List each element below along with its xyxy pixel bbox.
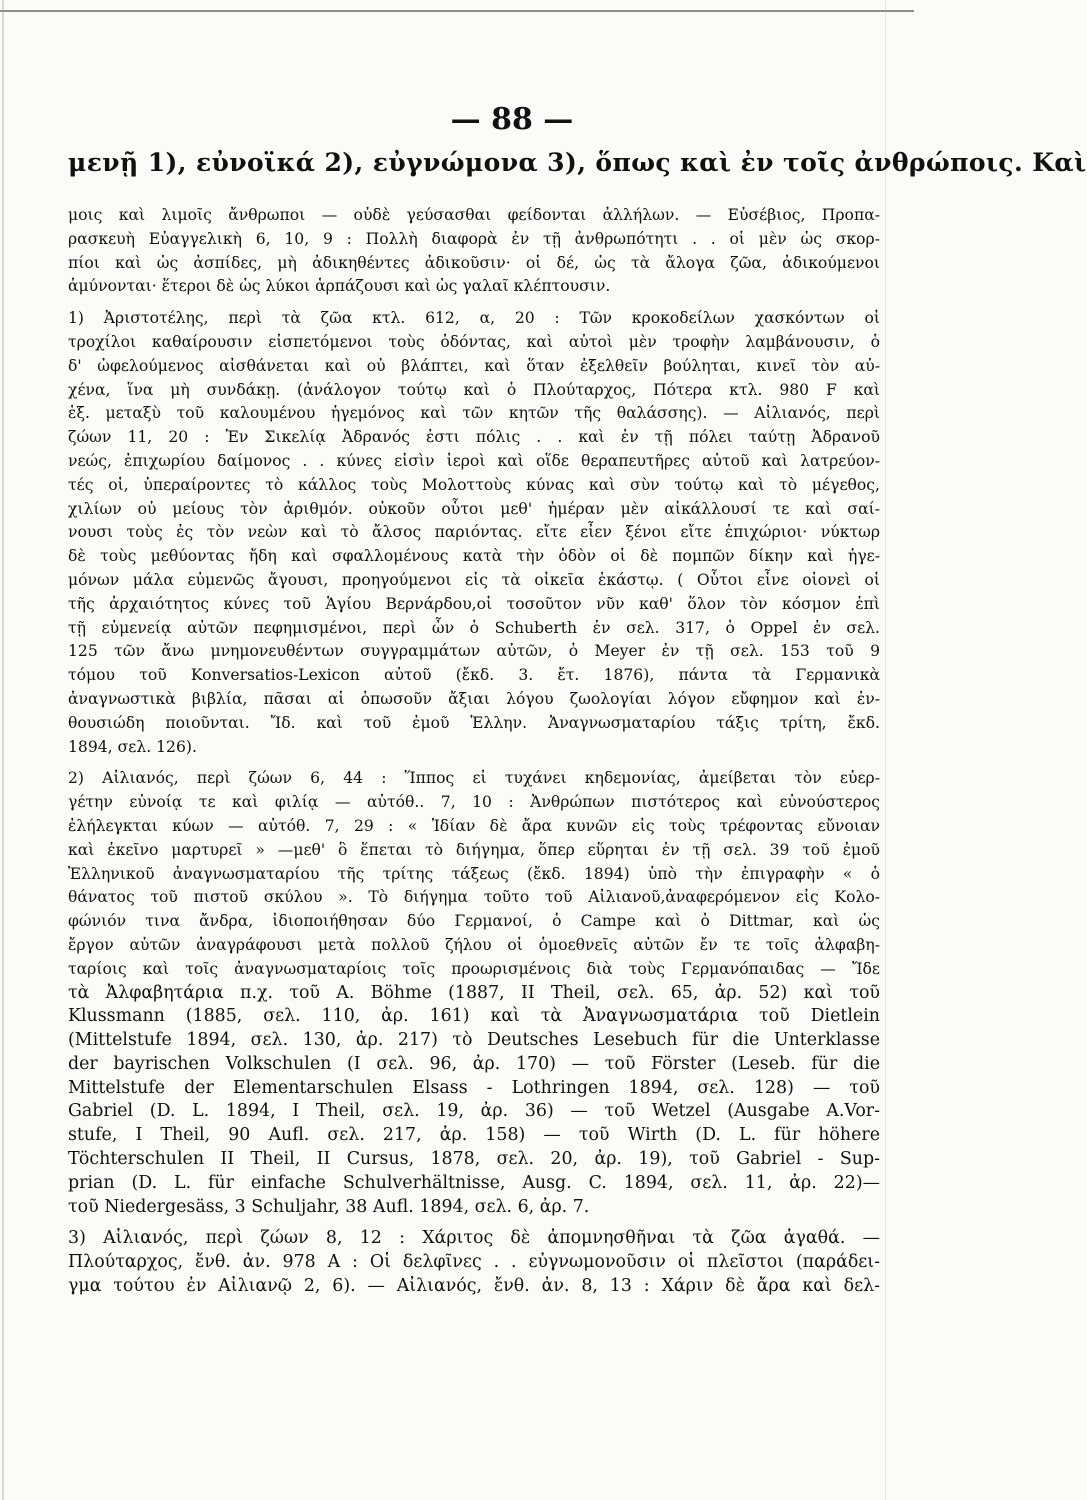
- footnote-line: νεώς, ἐπιχωρίου δαίμονος . . κύνες εἰσὶν ἱεροὶ καὶ οἵδε θεραπευτῆρες αὐτοῦ καὶ λατρεύον-: [68, 451, 880, 470]
- footnote-line: θουσιώδη ποιοῦνται. Ἴδ. καὶ τοῦ ἐμοῦ Ἑλλην. Ἀναγνωσματαρίου τάξις τρίτη, ἔκδ.: [68, 713, 880, 732]
- footnote-line: νουσι τοὺς ἐς τὸν νεὼν καὶ τὸ ἄλσος παριόντας. εἴτε εἶεν ξένοι εἴτε ἐπιχώριοι· νύκτωρ: [68, 523, 880, 542]
- footnote-line: ζώων 11, 20 : Ἐν Σικελίᾳ Ἀδρανός ἐστι πόλις . . καὶ ἐν τῇ πόλει ταύτῃ Ἀδρανοῦ: [68, 428, 880, 447]
- footnote-line: τές οἱ, ὑπεραίροντες τὸ κάλλος τοὺς Μολοττοὺς κύνας καὶ σὺν τούτῳ καὶ τὸ μέγεθος,: [68, 475, 880, 494]
- footnote-line: 1) Ἀριστοτέλης, περὶ τὰ ζῶα κτλ. 612, α, 20 : Τῶν κροκοδείλων χασκόντων οἱ: [68, 309, 880, 328]
- footnote-line: τοῦ Niedergesäss, 3 Schuljahr, 38 Aufl. 1894, σελ. 6, ἀρ. 7.: [68, 1196, 590, 1217]
- footnote-line: δὲ τοὺς μεθύοντας ἤδη καὶ σφαλλομένους κατὰ τὴν ὁδὸν οἱ δὲ πομπῶν δίκην καὶ ἡγε-: [68, 547, 880, 566]
- footnote-line: Πλούταρχος, ἔνθ. ἀν. 978 A : Οἱ δελφῖνες . . εὐγνωμονοῦσιν οἱ πλεῖστοι (παράδει-: [68, 1252, 880, 1273]
- footnote-line: θάνατος τοῦ πιστοῦ σκύλου ». Τὸ διήγημα τοῦτο τοῦ Αἰλιανοῦ,ἀναφερόμενον εἰς Κολο-: [68, 888, 880, 907]
- paragraph-gap: [68, 1219, 880, 1227]
- footnote-line: 2) Αἰλιανός, περὶ ζώων 6, 44 : Ἵππος εἰ τυχάνει κηδεμονίας, ἀμείβεται τὸν εὐερ-: [68, 769, 880, 788]
- footnote-line: Gabriel (D. L. 1894, I Theil, σελ. 19, ἀρ. 36) — τοῦ Wetzel (Ausgabe A.Vor-: [68, 1101, 880, 1122]
- footnote-line: ἀμύνονται· ἕτεροι δὲ ὡς λύκοι ἁρπάζουσι καὶ ὡς γαλαῖ κλέπτουσιν.: [68, 277, 611, 296]
- footnote-line: χένα, ἵνα μὴ συνδάκῃ. (ἀνάλογον τούτῳ καὶ ὁ Πλούταρχος, Πότερα κτλ. 980 F καὶ: [68, 380, 880, 399]
- footnote-line: δ' ὠφελούμενος αἰσθάνεται καὶ οὐ βλάπτει, καὶ ὅταν ἐξελθεῖν βούληται, κινεῖ τὸν αὐ-: [68, 356, 880, 375]
- right-page-edge: [885, 0, 886, 1500]
- top-edge-line: [0, 10, 914, 12]
- footnote-line: ἀναγνωστικὰ βιβλία, πᾶσαι αἱ ὁπωσοῦν ἄξιαι λόγου ζωολογίαι λόγον εὔφημον καὶ ἐν-: [68, 689, 880, 708]
- footnote-line: Mittelstufe der Elementarschulen Elsass - Lothringen 1894, σελ. 128) — τοῦ: [68, 1077, 880, 1098]
- footnote-line: τῆς ἀρχαιότητος κύνες τοῦ Ἁγίου Βερνάρδου,οἱ τοσοῦτον νῦν καθ' ὅλον τὸν κόσμον ἐπὶ: [68, 594, 880, 613]
- footnote-line: 1894, σελ. 126).: [68, 737, 197, 756]
- footnote-line: πίοι καὶ ὡς ἀσπίδες, μὴ ἀδικηθέντες ἀδικοῦσιν· οἱ δέ, ὡς τὰ ἄλογα ζῶα, ἀδικούμενοι: [68, 253, 880, 272]
- footnote-line: ἔργον αὐτῶν ἀναγράφουσι μετὰ πολλοῦ ζήλου οἱ ὁμοεθνεῖς αὐτῶν ἔν τε τοῖς ἀλφαβη-: [68, 935, 880, 954]
- footnote-line: μόνων μάλα εὐμενῶς ἄγουσι, προηγούμενοι εἰς τὰ οἰκεῖα ἑκάστῳ. ( Οὗτοι εἶνε οἱονεὶ οἱ: [68, 570, 880, 589]
- footnote-line: ρασκευὴ Εὐαγγελικὴ 6, 10, 9 : Πολλὴ διαφορὰ ἐν τῇ ἀνθρωπότητι . . οἱ μὲν ὡς σκορ-: [68, 229, 880, 248]
- footnotes: [68, 204, 880, 1299]
- footnote-line: φώνιόν τινα ἄνδρα, ἰδιοποιήθησαν δύο Γερμανοί, ὁ Campe καὶ ὁ Dittmar, καὶ ὡς: [68, 912, 880, 931]
- footnote-line: Töchterschulen II Theil, II Cursus, 1878, σελ. 20, ἀρ. 19), τοῦ Gabriel - Sup-: [68, 1149, 880, 1170]
- footnote-line: τόμου τοῦ Konversatios-Lexicon αὐτοῦ (ἔκδ. 3. ἔτ. 1876), πάντα τὰ Γερμανικὰ: [68, 666, 880, 685]
- footnote-line: τῇ εὐμενείᾳ αὐτῶν πεφημισμένοι, περὶ ὧν ὁ Schuberth ἐν σελ. 317, ὁ Oppel ἐν σελ.: [68, 618, 880, 637]
- footnote-line: μοις καὶ λιμοῖς ἄνθρωποι — οὐδὲ γεύσασθαι φείδονται ἀλλήλων. — Εὐσέβιος, Προπα-: [68, 206, 880, 224]
- footnote-line: καὶ ἐκεῖνο μαρτυρεῖ » —μεθ' ὃ ἕπεται τὸ διήγημα, ὅπερ εὕρηται ἐν τῇ σελ. 39 τοῦ ἐμοῦ: [68, 840, 880, 859]
- paragraph-gap: [68, 299, 880, 307]
- footnote-line: ἑξ. μεταξὺ τοῦ καλουμένου ἡγεμόνος καὶ τῶν κητῶν τῆς θαλάσσης). — Αἰλιανός, περὶ: [68, 404, 880, 423]
- footnote-line: χιλίων οὐ μείους τὸν ἀριθμόν. οὐκοῦν οὗτοι μεθ' ἡμέραν μὲν αἰκάλλουσί τε καὶ σαί-: [68, 499, 880, 518]
- footnote-line: τροχίλοι καθαίρουσιν εἰσπετόμενοι τοὺς ὀδόντας, καὶ αὐτοὶ μὲν τροφὴν λαμβάνουσιν, ὁ: [68, 332, 880, 351]
- main-text-line: μενῇ 1), εὐνοϊκά 2), εὐγνώμονα 3), ὅπως καὶ ἐν τοῖς ἀνθρώποις. Καὶ: [68, 148, 1087, 177]
- footnote-line: ἐλήλεγκται κύων — αὐτόθ. 7, 29 : « Ἰδίαν δὲ ἄρα κυνῶν εἰς τοὺς τρέφοντας εὔνοιαν: [68, 816, 880, 835]
- footnote-line: der bayrischen Volkschulen (I σελ. 96, ἀρ. 170) — τοῦ Förster (Leseb. für die: [68, 1053, 880, 1074]
- paragraph-gap: [68, 759, 880, 767]
- footnote-line: 3) Αἰλιανός, περὶ ζώων 8, 12 : Χάριτος δὲ ἀπομνησθῆναι τὰ ζῶα ἀγαθά. —: [68, 1228, 880, 1249]
- left-page-edge: [2, 0, 4, 1500]
- footnote-line: Klussmann (1885, σελ. 110, ἀρ. 161) καὶ τὰ Ἀναγνωσματάρια τοῦ Dietlein: [68, 1006, 880, 1027]
- footnote-line: (Mittelstufe 1894, σελ. 130, ἀρ. 217) τὸ Deutsches Lesebuch für die Unterklasse: [68, 1030, 880, 1051]
- footnote-line: Ἑλληνικοῦ ἀναγνωσματαρίου τῆς τρίτης τάξεως (ἔκδ. 1894) ὑπὸ τὴν ἐπιγραφὴν « ὁ: [68, 864, 880, 883]
- footnote-line: γμα τούτου ἐν Αἰλιανῷ 2, 6). — Αἰλιανός, ἔνθ. ἀν. 8, 13 : Χάριν δὲ ἄρα καὶ δελ-: [68, 1276, 880, 1297]
- page-number: — 88 —: [450, 102, 574, 137]
- footnote-line: ταρίοις καὶ τοῖς ἀναγνωσματαρίοις τοῖς προωρισμένοις διὰ τοὺς Γερμανόπαιδας — Ἴδε: [68, 959, 880, 978]
- footnote-line: prian (D. L. für einfache Schulverhältnisse, Ausg. C. 1894, σελ. 11, ἀρ. 22)—: [68, 1172, 880, 1193]
- footnote-line: 125 τῶν ἄνω μνημονευθέντων συγγραμμάτων αὐτῶν, ὁ Meyer ἐν τῇ σελ. 153 τοῦ 9: [68, 642, 880, 661]
- footnote-line: γέτην εὐνοίᾳ τε καὶ φιλίᾳ — αὐτόθ.. 7, 10 : Ἀνθρώπων πιστότερος καὶ εὐνούστερος: [68, 793, 880, 812]
- footnote-line: stufe, I Theil, 90 Aufl. σελ. 217, ἀρ. 158) — τοῦ Wirth (D. L. für höhere: [68, 1125, 880, 1146]
- footnote-line: τὰ Ἀλφαβητάρια π.χ. τοῦ A. Böhme (1887, II Theil, σελ. 65, ἀρ. 52) καὶ τοῦ: [68, 982, 880, 1003]
